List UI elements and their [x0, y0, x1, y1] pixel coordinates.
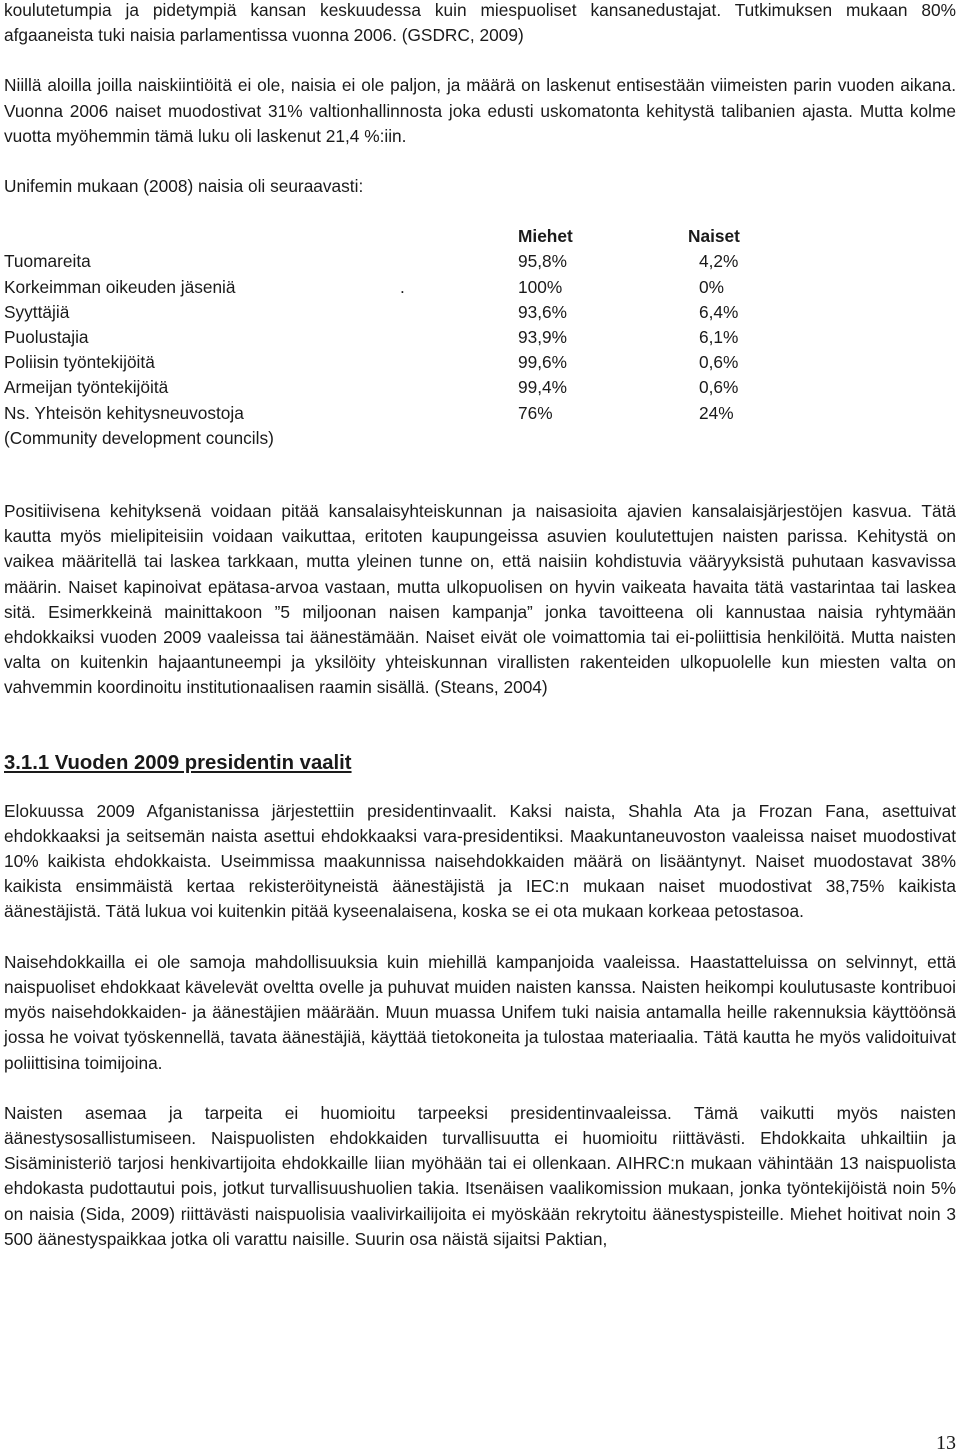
row-men-value: 95,8%: [518, 251, 568, 272]
paragraph-election-2009: Elokuussa 2009 Afganistanissa järjestettiin presidentinvaalit. Kaksi naista, Shahla Ata ja Frozan Fana, asettuivat ehdokkaaksi ja seitsemän naista asettui ehdokkaaksi vara-presidentiksi. Maakuntaneuvoston vaaleissa naiset muodostivat 10% kaikista ehdokkaista. Useimmissa maakunnissa naisehdokkaiden määrä on lisääntynyt. Naiset muodostavat 38% kaikista ensimmäistä kertaa rekisteröityneistä äänestäjistä ja IEC:n mukaan naiset muodostivat 38,75% kaikista äänestäjistä. Tätä lukua voi kuitenkin pitää kyseenalaisena, koska se ei ota mukaan korkeaa petostasoa.: [4, 800, 956, 922]
section-heading: 3.1.1 Vuoden 2009 presidentin vaalit: [4, 751, 352, 774]
row-label: Ns. Yhteisön kehitysneuvostoja: [4, 402, 244, 423]
paragraph-campaign-opportunities: Naisehdokkailla ei ole samoja mahdollisuuksia kuin miehillä kampanjoida vaaleissa. Haastatteluissa on selvinnyt, että naispuoliset ehdokkaat kävelevät oveltta ovelle ja puhuvat muiden naisten kanssa. Naisten heikompi koulutusaste kontribuoi myös naisehdokkaiden- ja äänestäjien määrään. Muun muassa Unifem tuki naisia antamalla heille rakennuksia käyttöönsä jossa he voivat työskennellä, tavata äänestäjiä, käyttää tietokoneita ja tulostaa materiaalia. Tätä kautta he myös validoituivat poliittisina toimijoina.: [4, 951, 956, 1073]
row-label: Korkeimman oikeuden jäseniä: [4, 276, 236, 297]
row-women-value: [688, 426, 809, 451]
page-number: 13: [936, 1432, 956, 1454]
table-row: [4, 300, 809, 325]
row-men-value: 93,6%: [518, 301, 568, 322]
row-men-value: 76%: [518, 402, 553, 423]
row-label: (Community development councils): [4, 427, 274, 448]
row-men-value: 93,9%: [518, 327, 568, 348]
paragraph-unifem-intro: Unifemin mukaan (2008) naisia oli seuraavasti:: [4, 176, 364, 197]
table-row: [4, 325, 809, 350]
row-women-value: 4,2%: [699, 251, 739, 272]
table-header-empty: [4, 224, 392, 249]
table-row: [4, 426, 809, 451]
gender-statistics-table: [4, 224, 809, 451]
table-row: [4, 275, 809, 300]
row-men-value: 99,4%: [518, 377, 568, 398]
row-label: Poliisin työntekijöitä: [4, 352, 155, 373]
row-label: Syyttäjiä: [4, 301, 70, 322]
table-row: [4, 249, 809, 274]
row-women-value: 0,6%: [699, 352, 739, 373]
row-women-value: 0%: [699, 276, 724, 297]
row-women-value: 6,4%: [699, 301, 739, 322]
table-header-row: [4, 224, 809, 249]
row-dot: .: [400, 276, 405, 297]
row-women-value: 24%: [699, 402, 734, 423]
document-page: [4, 0, 956, 1252]
table-row: [4, 350, 809, 375]
row-label: Puolustajia: [4, 327, 89, 348]
row-men-value: 99,6%: [518, 352, 568, 373]
table-row: [4, 375, 809, 400]
row-women-value: 6,1%: [699, 327, 739, 348]
paragraph-quota-decline: Niillä aloilla joilla naiskiintiöitä ei ole, naisia ei ole paljon, ja määrä on laskenut entisestään viimeisten parin vuoden aikana. Vuonna 2006 naiset muodostivat 31% valtionhallinnosta joka edusti uskomatonta kehitystä talibanien ajasta. Mutta kolme vuotta myöhemmin tämä luku oli laskenut 21,4 %:iin.: [4, 75, 956, 146]
table-header-men: Miehet: [518, 226, 573, 247]
paragraph-security-needs: Naisten asemaa ja tarpeita ei huomioitu tarpeeksi presidentinvaaleissa. Tämä vaikutti myös naisten äänestysosallistumiseen. Naispuolisten ehdokkaiden turvallisuutta ei huomioitu riittävästi. Ehdokkaita uhkailtiin ja Sisäministeriö tarjosi henkivartijoita ehdokkaille liian myöhään tai ei ollenkaan. AIHRC:n mukaan vähintään 13 naispuolista ehdokasta pudottautui pois, jotkut turvallisuushuolien takia. Itsenäisen vaalikomission mukaan, jonka työntekijöistä noin 5% on naisia (Sida, 2009) riittävästi naispuolisia vaalivirkailijoita ei myöskään rekrytoitu äänestyspisteille. Miehet hoitivat noin 3 500 äänestyspaikkaa jotka oli varattu naisille. Suurin osa näistä sijaitsi Paktian,: [4, 1102, 956, 1249]
row-men-value: [392, 426, 688, 451]
table-header-women: Naiset: [688, 226, 740, 247]
row-women-value: 0,6%: [699, 377, 739, 398]
paragraph-civil-society: Positiivisena kehityksenä voidaan pitää kansalaisyhteiskunnan ja naisasioita ajavien kansalaisjärjestöjen kasvua. Tätä kautta myös mielipiteisiin voidaan vaikuttaa, eritoten kaupungeissa asuvien koulutettujen naisten parissa. Kehitystä on vaikea määritellä tai laskea tarkkaan, mutta yleinen tunne on, että naisiin kohdistuvia vääryyksistä puhutaan kasvavissa määrin. Naiset kapinoivat epätasa-arvoa vastaan, mutta ulkopuolisen on hyvin vaikeata havaita tätä vastarintaa tai laskea sitä. Esimerkkeinä mainittakoon ”5 miljoonan naisen kampanja” jonka tavoitteena oli kannustaa naisia ryhtymään ehdokkaiksi vuoden 2009 vaaleissa tai äänestämään. Naiset eivät ole voimattomia tai ei-poliittisia henkilöitä. Mutta naisten valta on kuitenkin hajaantuneempi ja yksilöity yhteiskunnan virallisten rakenteiden ulkopuolelle kun miesten valta on vahvemmin koordinoitu institutionaalisen raamin sisällä. (Steans, 2004): [4, 501, 956, 698]
paragraph-intro-support: koulutetumpia ja pidetympiä kansan keskuudessa kuin miespuoliset kansanedustajat. Tutkimuksen mukaan 80% afgaaneista tuki naisia parlamentissa vuonna 2006. (GSDRC, 2009): [4, 0, 956, 46]
table-row: [4, 401, 809, 426]
row-label-cell: [4, 275, 405, 300]
row-men-value: 100%: [518, 276, 563, 297]
row-label: Armeijan työntekijöitä: [4, 377, 169, 398]
row-label: Tuomareita: [4, 251, 91, 272]
